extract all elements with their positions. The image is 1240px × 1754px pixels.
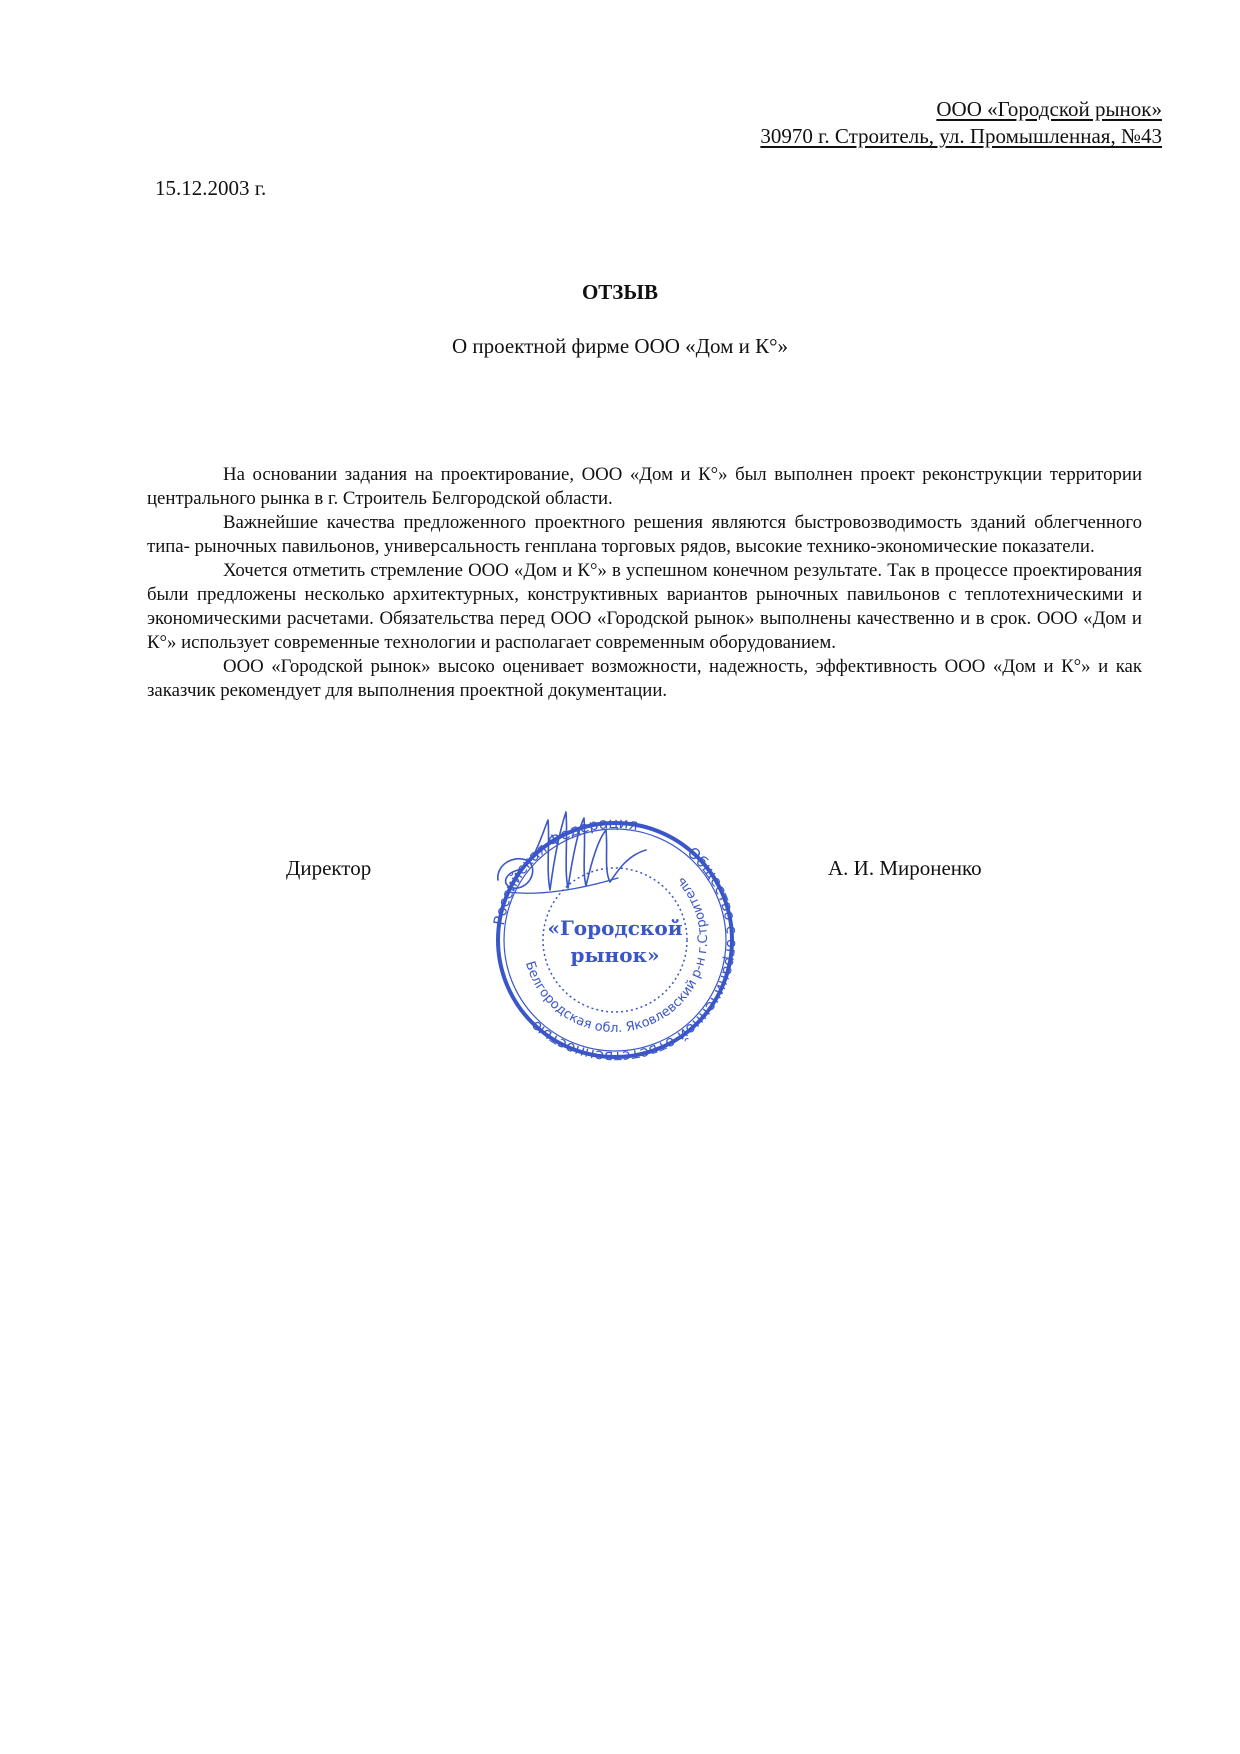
stamp-top-text: Российская Федерация	[489, 813, 640, 927]
stamp-center-line2: рынок»	[570, 943, 660, 967]
signer-position: Директор	[286, 856, 372, 880]
paragraph: Важнейшие качества предложенного проектного решения являются быстровозводимость зданий облегченного типа- рыночных павильонов, универсальность генплана торговых рядов, высокие технико-экономические показатели.	[147, 512, 1142, 557]
paragraph: На основании задания на проектирование, ООО «Дом и К°» был выполнен проект реконструкции территории центрального рынка в г. Строитель Белгородской области.	[147, 464, 1142, 509]
document-title: ОТЗЫВ	[581, 280, 659, 304]
paragraph: ООО «Городской рынок» высоко оценивает возможности, надежность, эффективность ООО «Дом и К°» и как заказчик рекомендует для выполнения проектной документации.	[147, 656, 1142, 701]
addressee-company: ООО «Городской рынок»	[936, 97, 1162, 121]
addressee-block	[760, 96, 1162, 150]
paragraph: Хочется отметить стремление ООО «Дом и К°» в успешном конечном результате. Так в процессе проектирования были предложены несколько архитектурных, конструктивных вариантов рыночных павильонов с теплотехническими и экономическими расчетами. Обязательства перед ООО «Городской рынок» выполнены качественно и в срок. ООО «Дом и К°» использует современные технологии и располагает современным оборудованием.	[147, 560, 1142, 653]
signer-name: А. И. Мироненко	[828, 856, 982, 880]
addressee-address: 30970 г. Строитель, ул. Промышленная, №43	[760, 124, 1162, 148]
document-body	[147, 463, 1142, 703]
stamp-bottom-text: Белгородская обл. Яковлевский р-н г.Строитель	[521, 874, 712, 1037]
handwritten-signature	[488, 800, 658, 910]
document-date: 15.12.2003 г.	[155, 176, 267, 200]
document-subtitle: О проектной фирме ООО «Дом и К°»	[451, 334, 789, 358]
stamp-center-line1: «Городской	[547, 916, 683, 940]
stamp-outer-text: Общество с ограниченной ответственностью	[527, 843, 742, 1067]
